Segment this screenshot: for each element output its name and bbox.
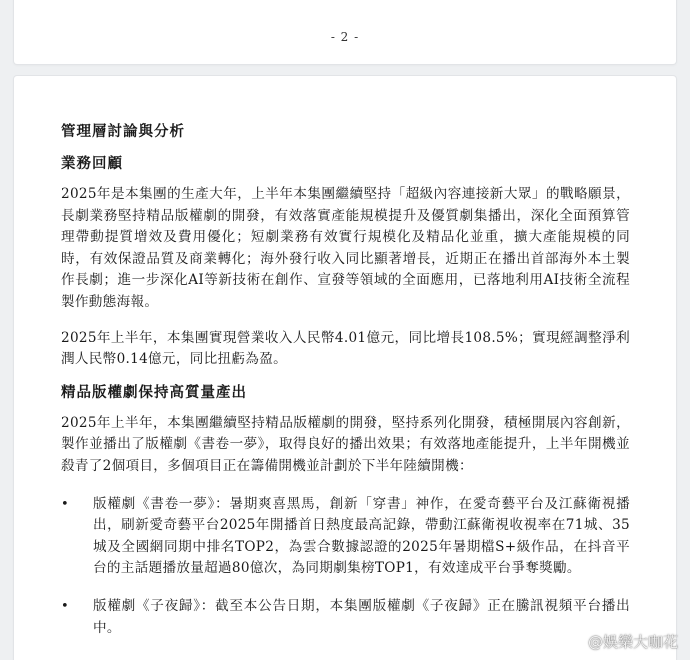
list-item-text: 版權劇《書卷一夢》：暑期爽喜黑馬，創新「穿書」神作，在愛奇藝平台及江蘇衛視播出，刷新愛奇藝平台2025年開播首日熱度最高記錄，帶動江蘇衛視收視率在71城、35城及全國網同期中排名TOP2，為雲合數據認證的2025年暑期檔S+級作品，在抖音平台的主話題播放量超過80億次，為同期劇集榜TOP1，有效達成平台爭奪獎勵。 xyxy=(93,495,630,577)
watermark-text: @娛樂大咖花 xyxy=(587,633,678,651)
section-title: 管理層討論與分析 xyxy=(61,123,185,140)
paragraph-strategy: 2025年是本集團的生產大年，上半年本集團繼續堅持「超級內容連接新大眾」的戰略願景，長劇業務堅持精品版權劇的開發，有效落實產能規模提升及優質劇集播出，深化全面預算管理帶動提質增效及費用優化；短劇業務有效實行規模化及精品化並重，擴大產能規模的同時，有效保證品質及商業轉化；海外發行收入同比顯著增長，近期正在播出首部海外本土製作長劇；進一步深化AI等新技術在創作、宣發等領域的全面應用，已落地利用AI技術全流程製作動態海報。 xyxy=(61,186,630,310)
list-item xyxy=(61,494,630,580)
paragraph-financials: 2025年上半年，本集團實現營業收入人民幣4.01億元，同比增長108.5%；實現經調整淨利潤人民幣0.14億元，同比扭虧為盈。 xyxy=(61,329,630,368)
list-item xyxy=(61,596,630,639)
previous-page xyxy=(14,0,676,64)
bullet-marker: • xyxy=(61,496,69,512)
document-page xyxy=(14,76,676,660)
page-number: - 2 - xyxy=(330,30,360,44)
drama-list xyxy=(61,494,630,640)
subsection-title-business-review: 業務回顧 xyxy=(61,155,123,172)
weibo-icon xyxy=(562,634,582,650)
subsection-title-premium-dramas: 精品版權劇保持高質量產出 xyxy=(61,383,247,401)
list-item-text: 版權劇《子夜歸》：截至本公告日期，本集團版權劇《子夜歸》正在騰訊視頻平台播出中。 xyxy=(93,597,630,636)
bullet-marker: • xyxy=(61,598,69,614)
watermark xyxy=(562,631,678,652)
paragraph-premium-dramas: 2025年上半年，本集團繼續堅持精品版權劇的開發，堅持系列化開發，積極開展內容創新，製作並播出了版權劇《書卷一夢》，取得良好的播出效果；有效落地產能提升，上半年開機並殺青了2個項目，多個項目正在籌備開機並計劃於下半年陸續開機： xyxy=(61,414,630,474)
